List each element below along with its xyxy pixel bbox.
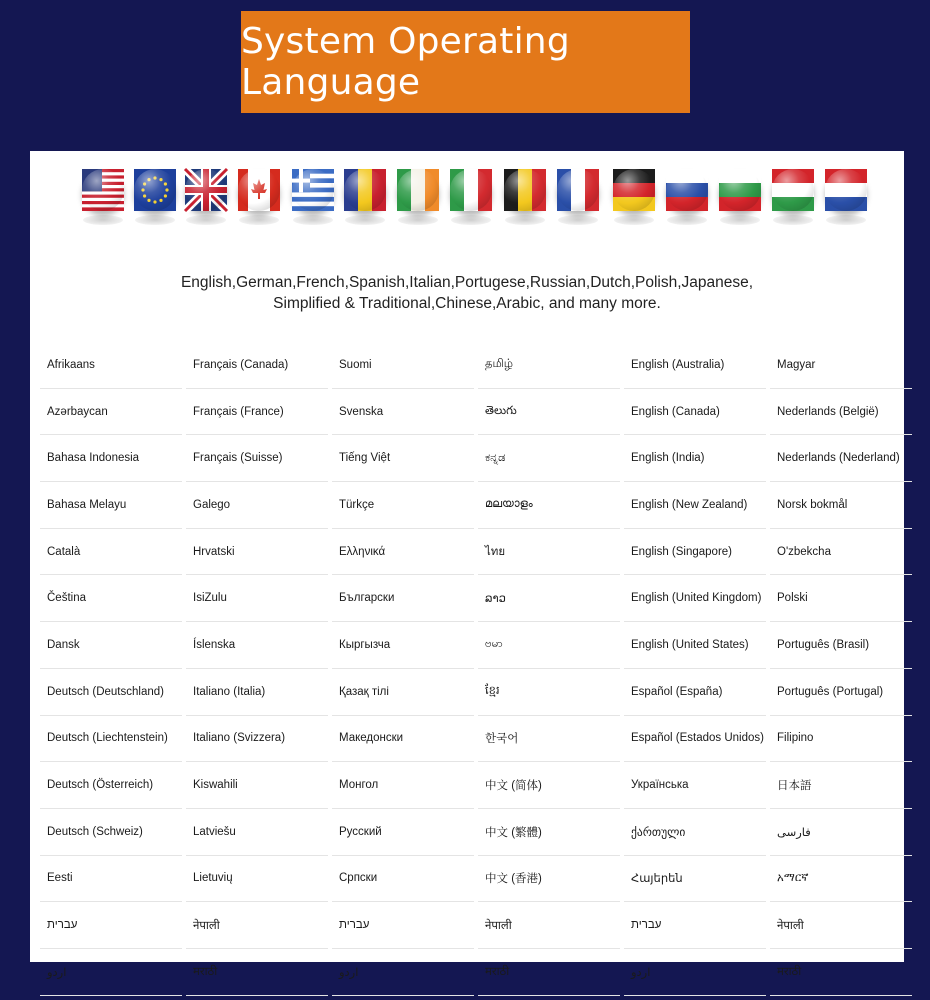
language-option[interactable]: Bahasa Melayu (40, 482, 182, 529)
ireland-flag-icon (397, 169, 439, 211)
language-option[interactable]: اردو (624, 949, 766, 996)
netherlands-flag-icon (825, 169, 867, 211)
language-option[interactable]: मराठी (478, 949, 620, 996)
language-option[interactable]: Български (332, 575, 474, 622)
language-option[interactable]: 한국어 (478, 716, 620, 763)
language-option[interactable]: Deutsch (Deutschland) (40, 669, 182, 716)
eu-flag-icon (134, 169, 176, 211)
language-option[interactable]: English (United States) (624, 622, 766, 669)
description-line-1: English,German,French,Spanish,Italian,Portugese,Russian,Dutch,Polish,Japanese, (180, 274, 754, 291)
language-option[interactable]: اردو (40, 949, 182, 996)
language-option[interactable]: 日本語 (770, 762, 912, 809)
language-option[interactable]: Eesti (40, 856, 182, 903)
language-option[interactable]: Deutsch (Österreich) (40, 762, 182, 809)
language-option[interactable]: తెలుగు (478, 389, 620, 436)
language-option[interactable]: ລາວ (478, 575, 620, 622)
language-option[interactable]: मराठी (186, 949, 328, 996)
language-option[interactable]: മലയാളം (478, 482, 620, 529)
language-option[interactable]: Nederlands (België) (770, 389, 912, 436)
language-option[interactable]: ಕನ್ನಡ (478, 435, 620, 482)
language-option[interactable]: Українська (624, 762, 766, 809)
language-option[interactable]: فارسی (770, 809, 912, 856)
language-grid (40, 342, 904, 996)
language-option[interactable]: IsiZulu (186, 575, 328, 622)
language-option[interactable]: Íslenska (186, 622, 328, 669)
language-option[interactable]: Türkçe (332, 482, 474, 529)
language-option[interactable]: Català (40, 529, 182, 576)
language-option[interactable]: Հայերեն (624, 856, 766, 903)
belgium-flag-icon (504, 169, 546, 211)
language-option[interactable]: Galego (186, 482, 328, 529)
language-option[interactable]: Português (Portugal) (770, 669, 912, 716)
language-option[interactable]: Македонски (332, 716, 474, 763)
language-option[interactable]: English (India) (624, 435, 766, 482)
hungary-flag-icon (772, 169, 814, 211)
language-option[interactable]: Filipino (770, 716, 912, 763)
language-option[interactable]: Tiếng Việt (332, 435, 474, 482)
language-option[interactable]: Español (Estados Unidos) (624, 716, 766, 763)
language-option[interactable]: עברית (332, 902, 474, 949)
language-option[interactable]: English (New Zealand) (624, 482, 766, 529)
title-banner (241, 11, 690, 113)
language-option[interactable]: Afrikaans (40, 342, 182, 389)
language-option[interactable]: Dansk (40, 622, 182, 669)
language-option[interactable]: Lietuvių (186, 856, 328, 903)
language-option[interactable]: नेपाली (478, 902, 620, 949)
supported-languages-description (30, 272, 904, 314)
language-option[interactable]: Italiano (Svizzera) (186, 716, 328, 763)
language-option[interactable]: Azərbaycan (40, 389, 182, 436)
language-option[interactable]: English (Canada) (624, 389, 766, 436)
language-option[interactable]: עברית (624, 902, 766, 949)
banner-title: System Operating Language (241, 21, 570, 103)
flag-row (30, 165, 904, 235)
language-option[interactable]: Français (France) (186, 389, 328, 436)
language-option[interactable]: Français (Suisse) (186, 435, 328, 482)
language-option[interactable]: ไทย (478, 529, 620, 576)
language-option[interactable]: አማርኛ (770, 856, 912, 903)
language-option[interactable]: नेपाली (770, 902, 912, 949)
language-option[interactable]: Nederlands (Nederland) (770, 435, 912, 482)
language-option[interactable]: English (Australia) (624, 342, 766, 389)
language-option[interactable]: اردو (332, 949, 474, 996)
language-option[interactable]: Italiano (Italia) (186, 669, 328, 716)
language-option[interactable]: Ελληνικά (332, 529, 474, 576)
romania-flag-icon (344, 169, 386, 211)
canada-flag-icon (238, 169, 280, 211)
language-option[interactable]: Latviešu (186, 809, 328, 856)
germany-flag-icon (613, 169, 655, 211)
language-option[interactable]: मराठी (770, 949, 912, 996)
language-option[interactable]: Hrvatski (186, 529, 328, 576)
language-option[interactable]: English (Singapore) (624, 529, 766, 576)
language-option[interactable]: Српски (332, 856, 474, 903)
language-option[interactable]: Қазақ тілі (332, 669, 474, 716)
language-option[interactable]: 中文 (香港) (478, 856, 620, 903)
language-option[interactable]: Norsk bokmål (770, 482, 912, 529)
language-option[interactable]: O'zbekcha (770, 529, 912, 576)
russia-flag-icon (666, 169, 708, 211)
language-option[interactable]: Magyar (770, 342, 912, 389)
language-panel (30, 151, 904, 979)
description-line-2: Simplified & Traditional,Chinese,Arabic, and many more. (273, 295, 661, 312)
language-option[interactable]: Монгол (332, 762, 474, 809)
uk-flag-icon (185, 169, 227, 211)
language-option[interactable]: Deutsch (Schweiz) (40, 809, 182, 856)
language-option[interactable]: नेपाली (186, 902, 328, 949)
language-option[interactable]: Čeština (40, 575, 182, 622)
language-option[interactable]: Suomi (332, 342, 474, 389)
language-option[interactable]: ខ្មែរ (478, 669, 620, 716)
language-option[interactable]: Deutsch (Liechtenstein) (40, 716, 182, 763)
france-flag-icon (557, 169, 599, 211)
language-option[interactable]: Kiswahili (186, 762, 328, 809)
language-option[interactable]: Русский (332, 809, 474, 856)
language-option[interactable]: 中文 (繁體) (478, 809, 620, 856)
usa-flag-icon (82, 169, 124, 211)
language-option[interactable]: English (United Kingdom) (624, 575, 766, 622)
italy-flag-icon (450, 169, 492, 211)
language-option[interactable]: Bahasa Indonesia (40, 435, 182, 482)
greece-flag-icon (292, 169, 334, 211)
language-option[interactable]: Français (Canada) (186, 342, 328, 389)
language-option[interactable]: Svenska (332, 389, 474, 436)
language-option[interactable]: Español (España) (624, 669, 766, 716)
language-option[interactable]: தமிழ் (478, 342, 620, 389)
language-option[interactable]: ဗမာ (478, 622, 620, 669)
language-option[interactable]: Кыргызча (332, 622, 474, 669)
language-option[interactable]: Polski (770, 575, 912, 622)
bulgaria-flag-icon (719, 169, 761, 211)
language-option[interactable]: 中文 (简体) (478, 762, 620, 809)
language-option[interactable]: Português (Brasil) (770, 622, 912, 669)
language-option[interactable]: ქართული (624, 809, 766, 856)
language-option[interactable]: עברית (40, 902, 182, 949)
